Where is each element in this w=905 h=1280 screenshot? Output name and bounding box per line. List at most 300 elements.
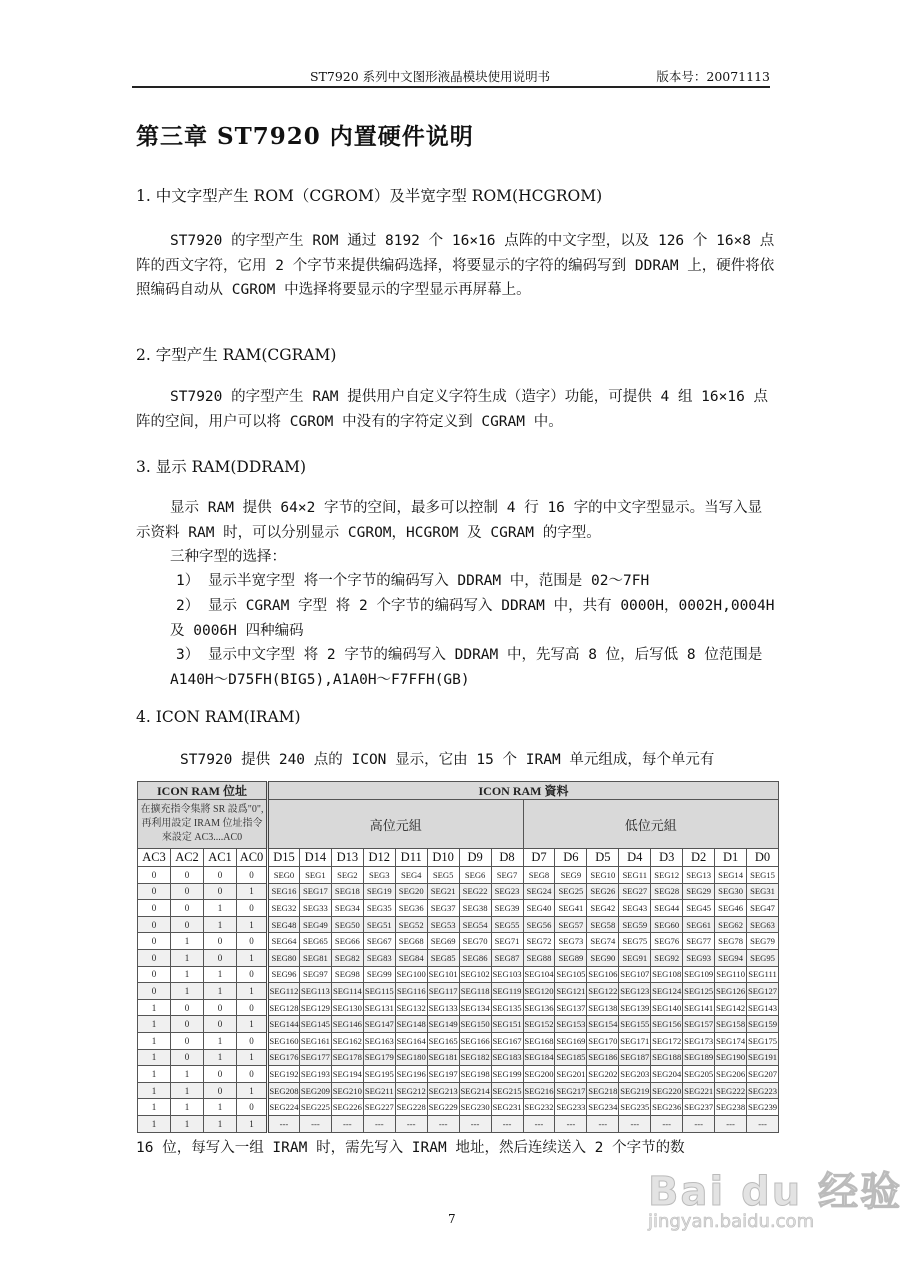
column-header: D10: [427, 849, 459, 867]
address-bit-cell: 1: [171, 983, 204, 1000]
segment-cell: SEG69: [427, 933, 459, 950]
table-row: [138, 1099, 779, 1116]
segment-cell: SEG18: [331, 883, 363, 900]
segment-cell: SEG92: [651, 949, 683, 966]
column-header: D9: [459, 849, 491, 867]
segment-cell: SEG164: [395, 1032, 427, 1049]
segment-cell: SEG102: [459, 966, 491, 983]
segment-cell: SEG226: [331, 1099, 363, 1116]
segment-cell: SEG52: [395, 916, 427, 933]
address-bit-cell: 1: [171, 1066, 204, 1083]
document-title: ST7920 系列中文图形液晶模块使用说明书: [310, 69, 551, 84]
address-bit-cell: 0: [237, 1099, 268, 1116]
segment-cell: SEG192: [268, 1066, 300, 1083]
segment-cell: SEG179: [363, 1049, 395, 1066]
address-bit-cell: 0: [171, 1016, 204, 1033]
address-bit-cell: 1: [171, 1115, 204, 1132]
table-row: [138, 900, 779, 917]
segment-cell: SEG130: [331, 999, 363, 1016]
segment-cell: SEG160: [268, 1032, 300, 1049]
address-bit-cell: 0: [138, 916, 171, 933]
segment-cell: SEG7: [491, 867, 523, 884]
section-1-body: ST7920 的字型产生 ROM 通过 8192 个 16×16 点阵的中文字型，以及 126 个 16×8 点阵的西文字符，它用 2 个字节来提供编码选择，将要显示的字符的编码写到 DDRAM 上，硬件将依照编码自动从 CGROM 中选择将要显示的字型显示再屏幕上。: [136, 233, 775, 298]
address-bit-cell: 0: [138, 883, 171, 900]
segment-cell: SEG58: [587, 916, 619, 933]
address-bit-cell: 0: [204, 999, 237, 1016]
segment-cell: ---: [651, 1115, 683, 1132]
segment-cell: SEG173: [683, 1032, 715, 1049]
segment-cell: SEG198: [459, 1066, 491, 1083]
segment-cell: SEG219: [619, 1082, 651, 1099]
address-bit-cell: 1: [138, 1099, 171, 1116]
high-byte-header: 高位元組: [268, 800, 524, 849]
segment-cell: SEG31: [747, 883, 779, 900]
address-bit-cell: 1: [171, 1082, 204, 1099]
segment-cell: SEG57: [555, 916, 587, 933]
list-item: 3） 显示中文字型 将 2 字节的编码写入 DDRAM 中，先写高 8 位，后写低 8 位范围是 A140H～D75FH(BIG5),A1A0H～F7FFH(GB): [170, 647, 763, 688]
segment-cell: SEG214: [459, 1082, 491, 1099]
address-bit-cell: 0: [237, 999, 268, 1016]
segment-cell: SEG10: [587, 867, 619, 884]
segment-cell: SEG38: [459, 900, 491, 917]
section-1-heading: 1. 中文字型产生 ROM（CGROM）及半宽字型 ROM(HCGROM): [136, 187, 603, 205]
segment-cell: SEG36: [395, 900, 427, 917]
address-bit-cell: 1: [237, 1049, 268, 1066]
segment-cell: ---: [395, 1115, 427, 1132]
segment-cell: SEG188: [651, 1049, 683, 1066]
list-item: 2） 显示 CGRAM 字型 将 2 个字节的编码写入 DDRAM 中，共有 0000H，0002H,0004H 及 0006H 四种编码: [170, 598, 775, 639]
column-header: D6: [555, 849, 587, 867]
segment-cell: SEG115: [363, 983, 395, 1000]
segment-cell: SEG23: [491, 883, 523, 900]
column-header: D11: [395, 849, 427, 867]
segment-cell: ---: [747, 1115, 779, 1132]
segment-cell: SEG56: [523, 916, 555, 933]
segment-cell: SEG3: [363, 867, 395, 884]
icon-ram-table: [137, 781, 779, 1133]
address-bit-cell: 1: [237, 883, 268, 900]
segment-cell: SEG85: [427, 949, 459, 966]
column-header: AC3: [138, 849, 171, 867]
segment-cell: SEG15: [747, 867, 779, 884]
version-label: 版本号：20071113: [656, 69, 770, 84]
segment-cell: SEG81: [299, 949, 331, 966]
address-bit-cell: 0: [204, 949, 237, 966]
segment-cell: SEG175: [747, 1032, 779, 1049]
segment-cell: ---: [459, 1115, 491, 1132]
segment-cell: SEG223: [747, 1082, 779, 1099]
address-bit-cell: 1: [204, 1049, 237, 1066]
address-bit-cell: 1: [237, 916, 268, 933]
segment-cell: SEG236: [651, 1099, 683, 1116]
segment-cell: SEG133: [427, 999, 459, 1016]
segment-cell: SEG61: [683, 916, 715, 933]
segment-cell: SEG212: [395, 1082, 427, 1099]
segment-cell: SEG78: [715, 933, 747, 950]
segment-cell: SEG62: [715, 916, 747, 933]
segment-cell: SEG171: [619, 1032, 651, 1049]
segment-cell: SEG189: [683, 1049, 715, 1066]
segment-cell: SEG174: [715, 1032, 747, 1049]
segment-cell: SEG201: [555, 1066, 587, 1083]
segment-cell: SEG66: [331, 933, 363, 950]
segment-cell: SEG125: [683, 983, 715, 1000]
segment-cell: SEG41: [555, 900, 587, 917]
segment-cell: SEG224: [268, 1099, 300, 1116]
segment-cell: SEG2: [331, 867, 363, 884]
page-number: 7: [448, 1212, 456, 1226]
segment-cell: ---: [363, 1115, 395, 1132]
segment-cell: SEG21: [427, 883, 459, 900]
address-bit-cell: 0: [138, 900, 171, 917]
segment-cell: SEG220: [651, 1082, 683, 1099]
segment-cell: SEG46: [715, 900, 747, 917]
segment-cell: SEG181: [427, 1049, 459, 1066]
segment-cell: SEG205: [683, 1066, 715, 1083]
segment-cell: SEG48: [268, 916, 300, 933]
segment-cell: SEG213: [427, 1082, 459, 1099]
segment-cell: SEG86: [459, 949, 491, 966]
segment-cell: SEG147: [363, 1016, 395, 1033]
segment-cell: SEG51: [363, 916, 395, 933]
segment-cell: SEG196: [395, 1066, 427, 1083]
column-header: D4: [619, 849, 651, 867]
segment-cell: SEG49: [299, 916, 331, 933]
list-item: 1） 显示半宽字型 将一个字节的编码写入 DDRAM 中，范围是 02～7FH: [176, 573, 650, 589]
column-header: AC0: [237, 849, 268, 867]
column-header: D0: [747, 849, 779, 867]
segment-cell: SEG44: [651, 900, 683, 917]
segment-cell: SEG88: [523, 949, 555, 966]
address-bit-cell: 1: [171, 1099, 204, 1116]
segment-cell: SEG117: [427, 983, 459, 1000]
segment-cell: SEG97: [299, 966, 331, 983]
segment-cell: SEG191: [747, 1049, 779, 1066]
address-bit-cell: 1: [138, 1032, 171, 1049]
address-bit-cell: 0: [204, 1066, 237, 1083]
address-bit-cell: 1: [138, 1082, 171, 1099]
segment-cell: SEG35: [363, 900, 395, 917]
table-row: [138, 999, 779, 1016]
segment-cell: SEG72: [523, 933, 555, 950]
segment-cell: SEG158: [715, 1016, 747, 1033]
segment-cell: SEG176: [268, 1049, 300, 1066]
column-header: D15: [268, 849, 300, 867]
segment-cell: SEG27: [619, 883, 651, 900]
segment-cell: SEG108: [651, 966, 683, 983]
segment-cell: SEG127: [747, 983, 779, 1000]
column-header: AC2: [171, 849, 204, 867]
segment-cell: ---: [491, 1115, 523, 1132]
segment-cell: SEG123: [619, 983, 651, 1000]
segment-cell: SEG238: [715, 1099, 747, 1116]
segment-cell: ---: [555, 1115, 587, 1132]
segment-cell: SEG124: [651, 983, 683, 1000]
segment-cell: ---: [683, 1115, 715, 1132]
segment-cell: SEG199: [491, 1066, 523, 1083]
segment-cell: SEG216: [523, 1082, 555, 1099]
segment-cell: SEG152: [523, 1016, 555, 1033]
segment-cell: SEG139: [619, 999, 651, 1016]
segment-cell: SEG193: [299, 1066, 331, 1083]
column-header: AC1: [204, 849, 237, 867]
address-bit-cell: 1: [138, 999, 171, 1016]
table-row: [138, 867, 779, 884]
segment-cell: SEG203: [619, 1066, 651, 1083]
segment-cell: SEG100: [395, 966, 427, 983]
segment-cell: SEG60: [651, 916, 683, 933]
segment-cell: SEG65: [299, 933, 331, 950]
address-bit-cell: 0: [237, 933, 268, 950]
segment-cell: SEG17: [299, 883, 331, 900]
address-bit-cell: 1: [237, 1016, 268, 1033]
segment-cell: SEG235: [619, 1099, 651, 1116]
segment-cell: SEG103: [491, 966, 523, 983]
address-bit-cell: 0: [237, 867, 268, 884]
segment-cell: SEG144: [268, 1016, 300, 1033]
address-bit-cell: 1: [138, 1016, 171, 1033]
address-bit-cell: 0: [171, 1049, 204, 1066]
segment-cell: SEG118: [459, 983, 491, 1000]
segment-cell: SEG126: [715, 983, 747, 1000]
address-bit-cell: 1: [171, 966, 204, 983]
segment-cell: SEG182: [459, 1049, 491, 1066]
segment-cell: SEG167: [491, 1032, 523, 1049]
segment-cell: SEG71: [491, 933, 523, 950]
segment-cell: SEG104: [523, 966, 555, 983]
segment-cell: SEG76: [651, 933, 683, 950]
address-bit-cell: 0: [237, 1066, 268, 1083]
table-row: [138, 966, 779, 983]
segment-cell: SEG8: [523, 867, 555, 884]
segment-cell: SEG155: [619, 1016, 651, 1033]
segment-cell: SEG180: [395, 1049, 427, 1066]
segment-cell: SEG166: [459, 1032, 491, 1049]
segment-cell: SEG134: [459, 999, 491, 1016]
segment-cell: SEG45: [683, 900, 715, 917]
segment-cell: SEG232: [523, 1099, 555, 1116]
segment-cell: SEG200: [523, 1066, 555, 1083]
segment-cell: SEG22: [459, 883, 491, 900]
segment-cell: SEG107: [619, 966, 651, 983]
table-row: [138, 1016, 779, 1033]
segment-cell: SEG59: [619, 916, 651, 933]
segment-cell: SEG237: [683, 1099, 715, 1116]
table-row: [138, 933, 779, 950]
column-header: D3: [651, 849, 683, 867]
segment-cell: SEG79: [747, 933, 779, 950]
segment-cell: SEG211: [363, 1082, 395, 1099]
segment-cell: SEG16: [268, 883, 300, 900]
segment-cell: SEG80: [268, 949, 300, 966]
segment-cell: ---: [268, 1115, 300, 1132]
segment-cell: SEG13: [683, 867, 715, 884]
address-bit-cell: 0: [171, 999, 204, 1016]
segment-cell: SEG231: [491, 1099, 523, 1116]
segment-cell: SEG119: [491, 983, 523, 1000]
address-bit-cell: 0: [171, 867, 204, 884]
segment-cell: SEG9: [555, 867, 587, 884]
segment-cell: SEG142: [715, 999, 747, 1016]
address-bit-cell: 1: [237, 983, 268, 1000]
table-row: [138, 949, 779, 966]
segment-cell: SEG129: [299, 999, 331, 1016]
address-bit-cell: 1: [237, 1115, 268, 1132]
address-bit-cell: 0: [237, 900, 268, 917]
address-bit-cell: 0: [171, 916, 204, 933]
address-note: 在擴充指令集將 SR 設爲"0",再利用設定 IRAM 位址指令來設定 AC3....AC0: [138, 800, 268, 849]
segment-cell: SEG109: [683, 966, 715, 983]
table-row: [138, 883, 779, 900]
address-bit-cell: 1: [204, 1115, 237, 1132]
segment-cell: SEG190: [715, 1049, 747, 1066]
segment-cell: SEG20: [395, 883, 427, 900]
segment-cell: SEG229: [427, 1099, 459, 1116]
segment-cell: SEG91: [619, 949, 651, 966]
segment-cell: SEG185: [555, 1049, 587, 1066]
segment-cell: SEG170: [587, 1032, 619, 1049]
address-bit-cell: 1: [204, 966, 237, 983]
segment-cell: SEG132: [395, 999, 427, 1016]
segment-cell: SEG172: [651, 1032, 683, 1049]
segment-cell: SEG122: [587, 983, 619, 1000]
address-bit-cell: 0: [204, 1016, 237, 1033]
segment-cell: SEG197: [427, 1066, 459, 1083]
segment-cell: SEG159: [747, 1016, 779, 1033]
segment-cell: SEG114: [331, 983, 363, 1000]
segment-cell: SEG186: [587, 1049, 619, 1066]
segment-cell: SEG82: [331, 949, 363, 966]
segment-cell: SEG30: [715, 883, 747, 900]
watermark-url: jingyan.baidu.com: [648, 1211, 815, 1232]
segment-cell: SEG70: [459, 933, 491, 950]
segment-cell: SEG111: [747, 966, 779, 983]
segment-cell: SEG116: [395, 983, 427, 1000]
segment-cell: SEG54: [459, 916, 491, 933]
column-header: D7: [523, 849, 555, 867]
segment-cell: SEG1: [299, 867, 331, 884]
segment-cell: SEG77: [683, 933, 715, 950]
segment-cell: SEG5: [427, 867, 459, 884]
column-header-row: [138, 849, 779, 867]
segment-cell: SEG25: [555, 883, 587, 900]
column-header: D5: [587, 849, 619, 867]
segment-cell: SEG148: [395, 1016, 427, 1033]
segment-cell: SEG208: [268, 1082, 300, 1099]
segment-cell: SEG145: [299, 1016, 331, 1033]
segment-cell: SEG63: [747, 916, 779, 933]
segment-cell: SEG137: [555, 999, 587, 1016]
section-3-list-intro: 三种字型的选择：: [170, 549, 286, 565]
continuation-text: 16 位，每写入一组 IRAM 时，需先写入 IRAM 地址，然后连续送入 2 个字节的数: [136, 1140, 685, 1156]
segment-cell: ---: [331, 1115, 363, 1132]
chapter-title: 第三章 ST7920 内置硬件说明: [136, 123, 474, 150]
segment-cell: SEG154: [587, 1016, 619, 1033]
segment-cell: SEG106: [587, 966, 619, 983]
segment-cell: SEG209: [299, 1082, 331, 1099]
segment-cell: SEG217: [555, 1082, 587, 1099]
segment-cell: SEG11: [619, 867, 651, 884]
segment-cell: SEG141: [683, 999, 715, 1016]
segment-cell: ---: [587, 1115, 619, 1132]
section-2-body: ST7920 的字型产生 RAM 提供用户自定义字符生成（造字）功能，可提供 4 组 16×16 点阵的空间，用户可以将 CGROM 中没有的字符定义到 CGRAM 中。: [136, 389, 769, 430]
segment-cell: SEG101: [427, 966, 459, 983]
address-bit-cell: 0: [204, 933, 237, 950]
segment-cell: SEG162: [331, 1032, 363, 1049]
segment-cell: SEG34: [331, 900, 363, 917]
segment-cell: SEG99: [363, 966, 395, 983]
segment-cell: SEG138: [587, 999, 619, 1016]
segment-cell: SEG239: [747, 1099, 779, 1116]
segment-cell: SEG149: [427, 1016, 459, 1033]
segment-cell: SEG67: [363, 933, 395, 950]
section-3-body: 显示 RAM 提供 64×2 字节的空间，最多可以控制 4 行 16 字的中文字型显示。当写入显示资料 RAM 时，可以分别显示 CGROM，HCGROM 及 CGRAM 的字型。: [136, 500, 763, 541]
segment-cell: SEG195: [363, 1066, 395, 1083]
column-header: D13: [331, 849, 363, 867]
segment-cell: ---: [715, 1115, 747, 1132]
address-bit-cell: 0: [204, 867, 237, 884]
segment-cell: SEG96: [268, 966, 300, 983]
column-header: D14: [299, 849, 331, 867]
segment-cell: SEG228: [395, 1099, 427, 1116]
table-row: [138, 1032, 779, 1049]
segment-cell: SEG19: [363, 883, 395, 900]
segment-cell: SEG157: [683, 1016, 715, 1033]
segment-cell: SEG83: [363, 949, 395, 966]
segment-cell: SEG110: [715, 966, 747, 983]
address-bit-cell: 1: [204, 1032, 237, 1049]
table-row: [138, 1082, 779, 1099]
segment-cell: SEG24: [523, 883, 555, 900]
segment-cell: SEG136: [523, 999, 555, 1016]
address-bit-cell: 0: [204, 1082, 237, 1099]
segment-cell: SEG135: [491, 999, 523, 1016]
baidu-watermark: [648, 1160, 902, 1232]
segment-cell: ---: [427, 1115, 459, 1132]
address-bit-cell: 0: [171, 1032, 204, 1049]
section-2-heading: 2. 字型产生 RAM(CGRAM): [136, 346, 337, 364]
segment-cell: SEG93: [683, 949, 715, 966]
segment-cell: SEG112: [268, 983, 300, 1000]
low-byte-header: 低位元組: [523, 800, 779, 849]
segment-cell: SEG215: [491, 1082, 523, 1099]
segment-cell: SEG84: [395, 949, 427, 966]
column-header: D2: [683, 849, 715, 867]
segment-cell: SEG14: [715, 867, 747, 884]
address-bit-cell: 0: [138, 983, 171, 1000]
address-bit-cell: 0: [171, 900, 204, 917]
address-bit-cell: 0: [138, 933, 171, 950]
address-bit-cell: 1: [138, 1115, 171, 1132]
segment-cell: SEG165: [427, 1032, 459, 1049]
section-4-body: ST7920 提供 240 点的 ICON 显示，它由 15 个 IRAM 单元组成，每个单元有: [180, 752, 715, 768]
page-header: [132, 64, 770, 88]
segment-cell: SEG37: [427, 900, 459, 917]
table-row: [138, 916, 779, 933]
address-bit-cell: 1: [138, 1049, 171, 1066]
segment-cell: ---: [619, 1115, 651, 1132]
segment-cell: SEG222: [715, 1082, 747, 1099]
segment-cell: SEG90: [587, 949, 619, 966]
segment-cell: SEG94: [715, 949, 747, 966]
data-header: ICON RAM 資料: [268, 782, 779, 800]
address-bit-cell: 0: [204, 883, 237, 900]
column-header: D8: [491, 849, 523, 867]
segment-cell: SEG184: [523, 1049, 555, 1066]
segment-cell: SEG183: [491, 1049, 523, 1066]
segment-cell: SEG161: [299, 1032, 331, 1049]
segment-cell: SEG218: [587, 1082, 619, 1099]
